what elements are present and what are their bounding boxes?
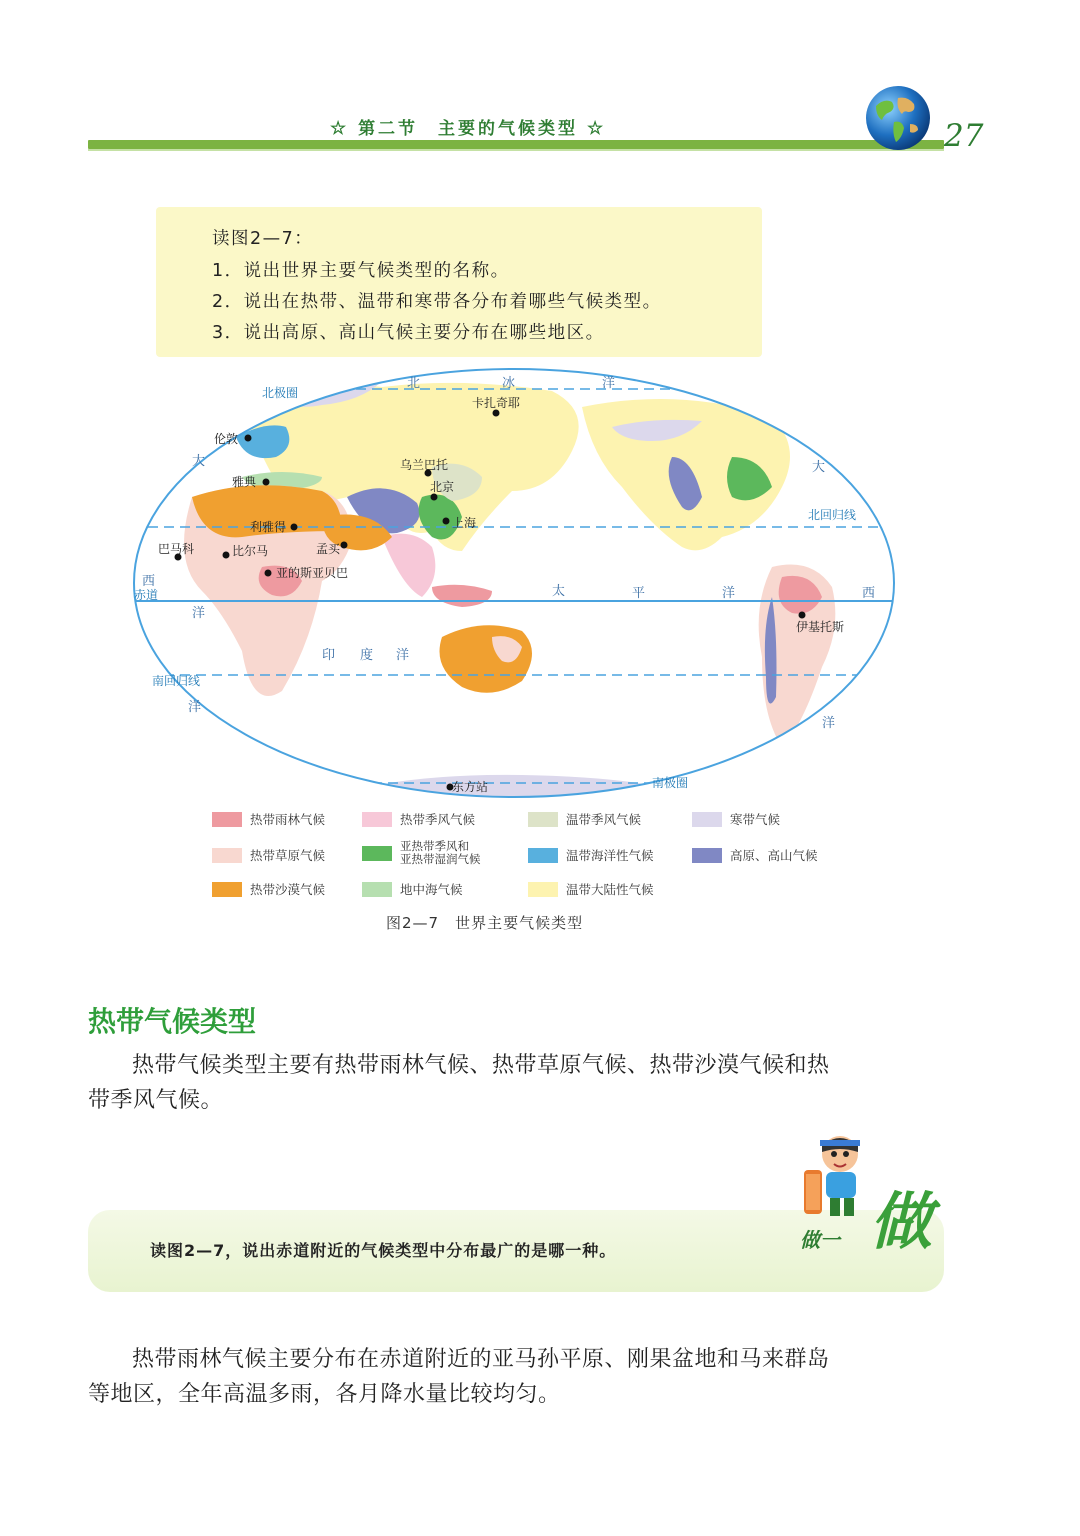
city-label: 乌兰巴托 — [400, 458, 449, 472]
ocean-label: 洋 — [602, 376, 616, 391]
question-item: 2．说出在热带、温带和寒带各分布着哪些气候类型。 — [212, 292, 662, 312]
legend-label: 温带大陆性气候 — [566, 882, 654, 897]
ocean-label: 西 — [862, 586, 876, 601]
ocean-label: 北 — [407, 376, 421, 391]
ocean-label: 度 — [360, 648, 374, 663]
antarctic-circle-label: 南极圈 — [652, 776, 689, 790]
ocean-label: 洋 — [396, 648, 410, 663]
tropic-cancer-label: 北回归线 — [808, 508, 857, 522]
legend-item — [692, 810, 780, 828]
question-box — [156, 207, 762, 357]
star-icon: ☆ — [330, 118, 350, 139]
legend-item — [362, 880, 463, 898]
ocean-label: 洋 — [192, 606, 206, 621]
paragraph — [88, 1048, 848, 1118]
star-icon: ☆ — [586, 118, 607, 139]
activity-label-big: 做 — [870, 1185, 933, 1258]
legend-swatch — [692, 848, 722, 863]
legend-item — [528, 880, 654, 898]
legend-swatch — [362, 812, 392, 827]
legend-label: 寒带气候 — [730, 812, 781, 827]
city-label: 北京 — [430, 480, 455, 494]
city-label: 利雅得 — [250, 520, 287, 534]
section-title: 热带气候类型 — [88, 1005, 257, 1038]
activity-text: 读图2—7，说出赤道附近的气候类型中分布最广的是哪一种。 — [150, 1241, 617, 1260]
legend-item — [528, 846, 654, 864]
city-label: 伊基托斯 — [796, 620, 845, 634]
city-label: 卡扎奇耶 — [472, 396, 521, 410]
ocean-label: 太 — [552, 584, 566, 599]
globe-icon — [864, 84, 932, 152]
legend-item — [528, 810, 641, 828]
legend-item — [212, 810, 325, 828]
activity-label: 做一 — [800, 1228, 840, 1252]
legend-label: 热带沙漠气候 — [250, 882, 326, 897]
city-label: 比尔马 — [232, 544, 269, 558]
world-climate-map — [132, 367, 896, 799]
city-label: 东方站 — [452, 780, 489, 794]
legend-swatch — [212, 882, 242, 897]
legend-item — [212, 880, 325, 898]
paragraph-text: 热带雨林气候主要分布在赤道附近的亚马孙平原、刚果盆地和马来群岛等地区，全年高温多雨，各月降水量比较均匀。 — [88, 1347, 830, 1407]
legend-swatch — [692, 812, 722, 827]
legend-item — [362, 840, 481, 866]
ocean-label: 印 — [322, 648, 336, 663]
paragraph — [88, 1342, 848, 1412]
student-cartoon-icon — [790, 1130, 870, 1222]
question-item: 3．说出高原、高山气候主要分布在哪些地区。 — [212, 323, 605, 343]
legend-swatch — [212, 812, 242, 827]
city-label: 巴马科 — [158, 542, 195, 556]
tropic-capricorn-label: 南回归线 — [152, 674, 201, 688]
legend-swatch — [362, 846, 392, 861]
ocean-label: 大 — [812, 460, 826, 475]
equator-label: 赤道 — [134, 588, 159, 602]
legend-label: 热带季风气候 — [400, 812, 476, 827]
map-legend — [210, 806, 890, 906]
header-rule — [88, 140, 944, 149]
city-label: 亚的斯亚贝巴 — [276, 566, 349, 580]
legend-item — [362, 810, 475, 828]
legend-item — [692, 846, 818, 864]
legend-swatch — [362, 882, 392, 897]
ocean-label: 平 — [632, 586, 646, 601]
city-label: 雅典 — [232, 475, 257, 489]
ocean-label: 洋 — [822, 716, 836, 731]
ocean-label: 洋 — [722, 586, 736, 601]
ocean-label: 冰 — [502, 376, 516, 391]
ocean-label: 西 — [142, 574, 156, 589]
paragraph-text: 热带气候类型主要有热带雨林气候、热带草原气候、热带沙漠气候和热带季风气候。 — [88, 1053, 830, 1113]
page-number: 27 — [944, 118, 984, 154]
legend-label: 温带海洋性气候 — [566, 848, 654, 863]
arctic-circle-label: 北极圈 — [262, 386, 299, 400]
section-header-title: 第二节 主要的气候类型 — [358, 119, 579, 139]
legend-swatch — [528, 848, 558, 863]
legend-label: 热带草原气候 — [250, 848, 326, 863]
legend-label: 高原、高山气候 — [730, 848, 818, 863]
legend-label: 亚热带湿润气候 — [400, 852, 481, 866]
city-label: 孟买 — [316, 542, 341, 556]
ocean-label: 大 — [192, 454, 206, 469]
legend-label: 地中海气候 — [400, 882, 463, 897]
city-label: 伦敦 — [214, 432, 239, 446]
legend-label: 亚热带季风和 — [400, 839, 469, 853]
ocean-label: 洋 — [188, 700, 202, 715]
legend-swatch — [528, 812, 558, 827]
question-item: 1．说出世界主要气候类型的名称。 — [212, 261, 510, 281]
header-rule-shadow — [88, 149, 944, 151]
legend-item — [212, 846, 325, 864]
legend-swatch — [528, 882, 558, 897]
city-label: 上海 — [452, 516, 477, 530]
figure-caption: 图2—7 世界主要气候类型 — [386, 914, 584, 932]
legend-swatch — [212, 848, 242, 863]
legend-label: 温带季风气候 — [566, 812, 642, 827]
section-header — [330, 114, 630, 142]
legend-label: 热带雨林气候 — [250, 812, 326, 827]
question-title: 读图2—7： — [212, 229, 314, 249]
